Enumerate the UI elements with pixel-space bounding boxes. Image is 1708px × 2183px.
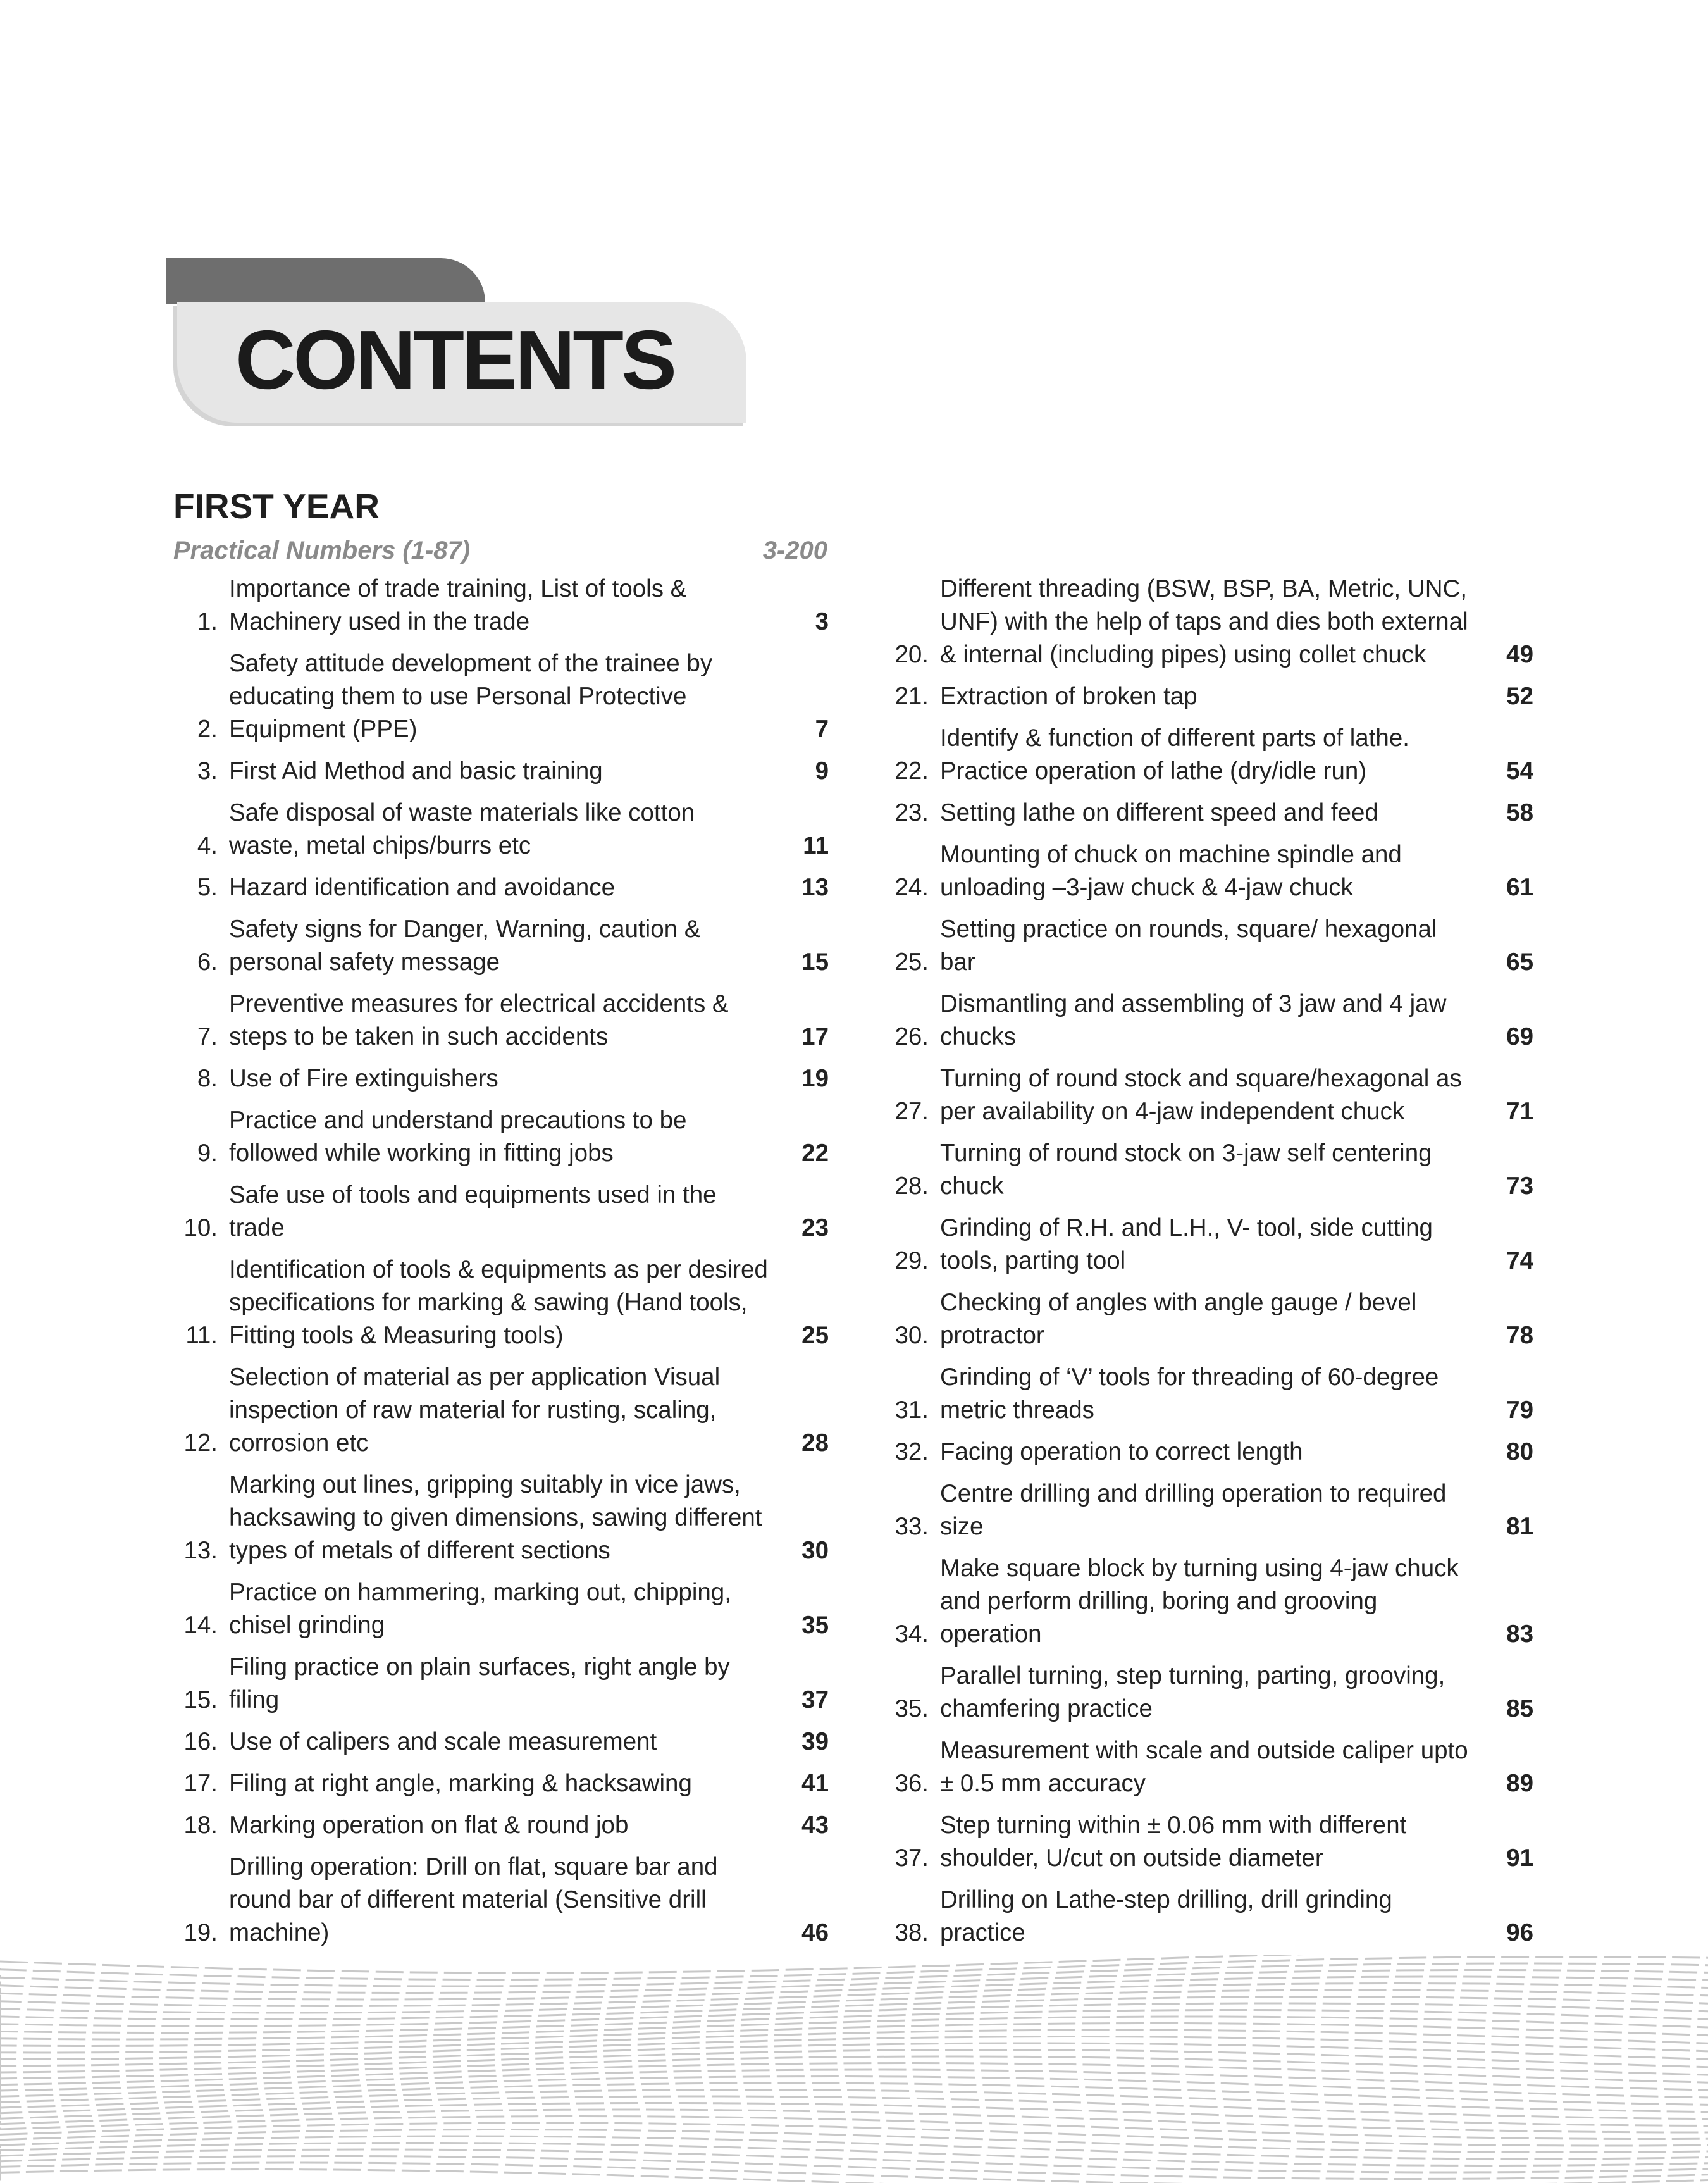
entry-page-number: 43 [801, 1812, 829, 1839]
toc-entry[interactable] [882, 1809, 1533, 1875]
toc-entry[interactable] [882, 1286, 1533, 1352]
toc-entry[interactable] [882, 1436, 1533, 1469]
entry-title: Identification of tools & equipments as per desired specifications for marking & sawing (Hand tools, Fitting tools & Measuring tools) [229, 1256, 768, 1349]
toc-entry[interactable] [882, 913, 1533, 979]
toc-entry[interactable] [171, 1062, 829, 1095]
entry-title: Different threading (BSW, BSP, BA, Metric, UNC, UNF) with the help of taps and dies both external & internal (including pipes) using collet chuck [940, 575, 1468, 668]
toc-entry[interactable] [171, 1469, 829, 1567]
entry-title: Identify & function of different parts of lathe. Practice operation of lathe (dry/idle run) [940, 725, 1409, 785]
toc-entry[interactable] [882, 1212, 1533, 1278]
entry-number: 25. [894, 948, 929, 976]
entry-number: 15. [183, 1686, 218, 1713]
entry-page-number: 58 [1506, 799, 1533, 826]
toc-entry[interactable] [171, 647, 829, 746]
entry-page-number: 79 [1506, 1396, 1533, 1424]
entry-page-number: 13 [801, 874, 829, 901]
entry-number: 31. [894, 1396, 929, 1424]
entry-number: 3. [197, 757, 218, 785]
toc-entry[interactable] [171, 1767, 829, 1800]
entry-number: 20. [894, 641, 929, 668]
page-title: CONTENTS [235, 313, 674, 406]
entry-page-number: 89 [1506, 1770, 1533, 1797]
toc-entry[interactable] [171, 1104, 829, 1170]
entry-number: 17. [183, 1770, 218, 1797]
section-heading: FIRST YEAR [173, 487, 380, 526]
toc-column-left [171, 573, 829, 1958]
wave-line [0, 2030, 1708, 2053]
entry-page-number: 49 [1506, 641, 1533, 668]
toc-entry[interactable] [882, 1062, 1533, 1128]
entry-page-number: 3 [815, 608, 829, 635]
wave-line [0, 2090, 1708, 2112]
entry-title: Mounting of chuck on machine spindle and unloading –3-jaw chuck & 4-jaw chuck [940, 841, 1402, 901]
entry-number: 23. [894, 799, 929, 826]
toc-entry[interactable] [171, 1851, 829, 1950]
entry-page-number: 11 [803, 832, 829, 859]
toc-entry[interactable] [171, 1576, 829, 1642]
section-subheading: Practical Numbers (1-87) [173, 537, 471, 564]
toc-entry[interactable] [171, 1361, 829, 1460]
entry-number: 33. [894, 1513, 929, 1540]
entry-page-number: 22 [801, 1140, 829, 1167]
toc-entry[interactable] [882, 988, 1533, 1054]
section-subheading-row [173, 537, 827, 565]
entry-title: First Aid Method and basic training [229, 757, 603, 785]
entry-title: Extraction of broken tap [940, 683, 1197, 710]
entry-page-number: 85 [1506, 1695, 1533, 1722]
toc-entry[interactable] [171, 871, 829, 904]
toc-entry[interactable] [171, 913, 829, 979]
entry-page-number: 15 [801, 948, 829, 976]
entry-number: 38. [894, 1919, 929, 1946]
entry-number: 1. [197, 608, 218, 635]
entry-number: 30. [894, 1322, 929, 1349]
entry-number: 16. [183, 1728, 218, 1755]
entry-title: Dismantling and assembling of 3 jaw and 4 jaw chucks [940, 990, 1447, 1050]
entry-page-number: 19 [801, 1065, 829, 1092]
entry-title: Preventive measures for electrical accidents & steps to be taken in such accidents [229, 990, 729, 1050]
entry-title: Safe use of tools and equipments used in the trade [229, 1181, 717, 1241]
toc-entry[interactable] [171, 1651, 829, 1717]
entry-number: 8. [197, 1065, 218, 1092]
entry-title: Facing operation to correct length [940, 1438, 1303, 1465]
entry-title: Grinding of ‘V’ tools for threading of 60-degree metric threads [940, 1364, 1439, 1424]
toc-entry[interactable] [171, 797, 829, 862]
entry-number: 24. [894, 874, 929, 901]
entry-number: 2. [197, 716, 218, 743]
entry-number: 7. [197, 1023, 218, 1050]
wave-line [0, 1984, 1708, 2006]
toc-entry[interactable] [882, 797, 1533, 830]
entry-page-number: 83 [1506, 1620, 1533, 1648]
entry-title: Drilling operation: Drill on flat, square bar and round bar of different material (Sensitive drill machine) [229, 1853, 718, 1946]
entry-title: Safety signs for Danger, Warning, caution & personal safety message [229, 916, 701, 976]
entry-title: Filing at right angle, marking & hacksawing [229, 1770, 692, 1797]
entry-number: 14. [183, 1612, 218, 1639]
toc-entry[interactable] [882, 838, 1533, 904]
entry-title: Turning of round stock on 3-jaw self centering chuck [940, 1140, 1432, 1200]
toc-entry[interactable] [882, 1477, 1533, 1543]
entry-number: 9. [197, 1140, 218, 1167]
entry-title: Setting lathe on different speed and feed [940, 799, 1378, 826]
entry-title: Filing practice on plain surfaces, right angle by filing [229, 1653, 730, 1713]
entry-page-number: 54 [1506, 757, 1533, 785]
wave-line [0, 2070, 1708, 2091]
entry-page-number: 52 [1506, 683, 1533, 710]
toc-entry[interactable] [171, 755, 829, 788]
toc-entry[interactable] [882, 573, 1533, 671]
entry-title: Make square block by turning using 4-jaw chuck and perform drilling, boring and grooving operation [940, 1555, 1459, 1648]
entry-title: Practice on hammering, marking out, chipping, chisel grinding [229, 1579, 731, 1639]
entry-title: Safe disposal of waste materials like cotton waste, metal chips/burrs etc [229, 799, 695, 859]
entry-page-number: 28 [801, 1429, 829, 1457]
entry-title: Step turning within ± 0.06 mm with different shoulder, U/cut on outside diameter [940, 1812, 1407, 1872]
entry-title: Turning of round stock and square/hexagonal as per availability on 4-jaw independent chuck [940, 1065, 1462, 1125]
entry-title: Measurement with scale and outside caliper upto ± 0.5 mm accuracy [940, 1737, 1468, 1797]
entry-page-number: 81 [1506, 1513, 1533, 1540]
wave-line [0, 2083, 1708, 2105]
entry-title: Setting practice on rounds, square/ hexagonal bar [940, 916, 1437, 976]
entry-title: Marking operation on flat & round job [229, 1812, 629, 1839]
toc-entry[interactable] [171, 573, 829, 638]
entry-page-number: 30 [801, 1537, 829, 1564]
entry-page-number: 71 [1506, 1098, 1533, 1125]
toc-entry[interactable] [882, 1884, 1533, 1950]
wave-line [0, 1977, 1708, 2000]
entry-number: 11. [185, 1322, 218, 1349]
toc-column-right [882, 573, 1533, 1958]
entry-number: 4. [197, 832, 218, 859]
entry-number: 32. [894, 1438, 929, 1465]
entry-page-number: 96 [1506, 1919, 1533, 1946]
banner-tab-decoration [166, 258, 485, 304]
entry-page-number: 37 [801, 1686, 829, 1713]
entry-title: Drilling on Lathe-step drilling, drill grinding practice [940, 1886, 1392, 1946]
entry-page-number: 61 [1506, 874, 1533, 901]
entry-title: Centre drilling and drilling operation to required size [940, 1480, 1447, 1540]
entry-page-number: 69 [1506, 1023, 1533, 1050]
entry-number: 34. [894, 1620, 929, 1648]
entry-title: Grinding of R.H. and L.H., V- tool, side cutting tools, parting tool [940, 1214, 1433, 1274]
entry-title: Hazard identification and avoidance [229, 874, 615, 901]
toc-entry[interactable] [882, 1361, 1533, 1427]
entry-page-number: 35 [801, 1612, 829, 1639]
entry-number: 13. [183, 1537, 218, 1564]
wave-line [0, 2037, 1708, 2060]
entry-title: Use of Fire extinguishers [229, 1065, 498, 1092]
entry-title: Practice and understand precautions to be followed while working in fitting jobs [229, 1107, 687, 1167]
entry-page-number: 25 [801, 1322, 829, 1349]
entry-title: Checking of angles with angle gauge / bevel protractor [940, 1289, 1417, 1349]
toc-entry[interactable] [882, 680, 1533, 713]
entry-page-number: 9 [815, 757, 829, 785]
entry-page-number: 78 [1506, 1322, 1533, 1349]
entry-number: 35. [894, 1695, 929, 1722]
entry-number: 12. [183, 1429, 218, 1457]
toc-entry[interactable] [882, 722, 1533, 788]
entry-title: Selection of material as per application Visual inspection of raw material for rusting, scaling, corrosion etc [229, 1364, 721, 1457]
toc-entry[interactable] [171, 1179, 829, 1245]
wave-pattern-decoration [0, 1955, 1708, 2183]
toc-entry[interactable] [882, 1660, 1533, 1726]
entry-title: Marking out lines, gripping suitably in vice jaws, hacksawing to given dimensions, sawing different types of metals of different sections [229, 1471, 762, 1564]
wave-line [0, 1990, 1708, 2013]
entry-page-number: 91 [1506, 1844, 1533, 1872]
entry-number: 6. [197, 948, 218, 976]
section-page-range: 3-200 [762, 537, 827, 564]
entry-number: 26. [894, 1023, 929, 1050]
entry-page-number: 80 [1506, 1438, 1533, 1465]
toc-entry[interactable] [171, 988, 829, 1054]
entry-title: Use of calipers and scale measurement [229, 1728, 657, 1755]
wave-line [0, 2130, 1708, 2153]
entry-page-number: 46 [801, 1919, 829, 1946]
entry-number: 27. [894, 1098, 929, 1125]
entry-page-number: 65 [1506, 948, 1533, 976]
entry-number: 18. [183, 1812, 218, 1839]
entry-number: 19. [183, 1919, 218, 1946]
entry-number: 37. [894, 1844, 929, 1872]
toc-entry[interactable] [171, 1253, 829, 1352]
entry-page-number: 7 [815, 716, 829, 743]
entry-page-number: 39 [801, 1728, 829, 1755]
entry-number: 36. [894, 1770, 929, 1797]
toc-entry[interactable] [882, 1137, 1533, 1203]
toc-entry[interactable] [171, 1726, 829, 1758]
entry-number: 5. [197, 874, 218, 901]
toc-entry[interactable] [171, 1809, 829, 1842]
entry-page-number: 41 [801, 1770, 829, 1797]
entry-title: Importance of trade training, List of tools & Machinery used in the trade [229, 575, 687, 635]
entry-number: 21. [894, 683, 929, 710]
entry-number: 10. [183, 1214, 218, 1241]
entry-page-number: 73 [1506, 1172, 1533, 1200]
entry-page-number: 17 [801, 1023, 829, 1050]
toc-entry[interactable] [882, 1734, 1533, 1800]
entry-title: Safety attitude development of the trainee by educating them to use Personal Protective Equipment (PPE) [229, 650, 713, 743]
entry-number: 28. [894, 1172, 929, 1200]
toc-entry[interactable] [882, 1552, 1533, 1651]
entry-number: 29. [894, 1247, 929, 1274]
entry-page-number: 74 [1506, 1247, 1533, 1274]
entry-page-number: 23 [801, 1214, 829, 1241]
entry-title: Parallel turning, step turning, parting, grooving, chamfering practice [940, 1662, 1445, 1722]
entry-number: 22. [894, 757, 929, 785]
